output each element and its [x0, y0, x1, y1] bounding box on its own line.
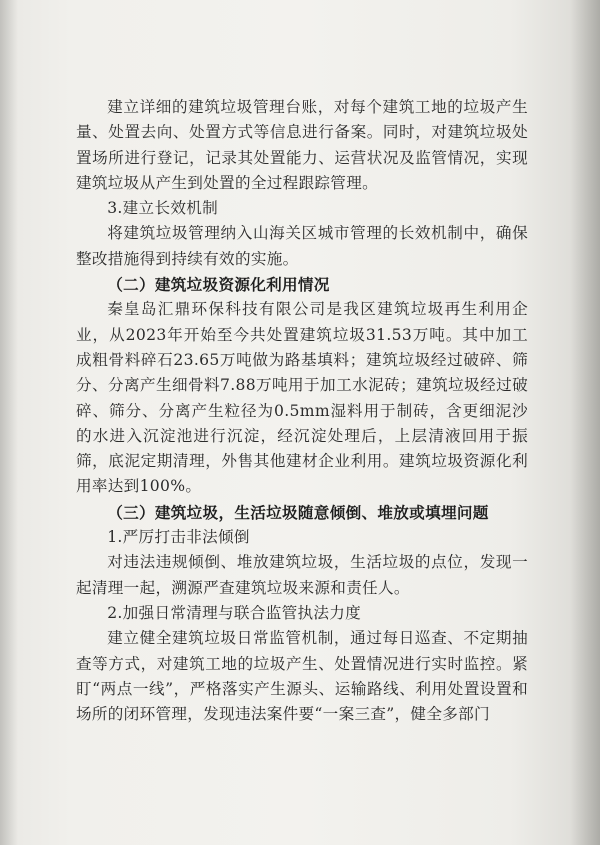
subheading-crack-down: 1.严厉打击非法倾倒	[107, 528, 250, 547]
paragraph-long-term-mechanism: 将建筑垃圾管理纳入山海关区城市管理的长效机制中，确保整改措施得到持续有效的实施。	[76, 224, 528, 268]
paragraph-ledger: 建立详细的建筑垃圾管理台账，对每个建筑工地的垃圾产生量、处置去向、处置方式等信息进行备案。同时，对建筑垃圾处置场所进行登记，记录其处置能力、运营状况及监管情况，实现建筑垃圾从产生到处置的全过程跟踪管理。	[76, 98, 528, 192]
paragraph-resource-utilization: 秦皇岛汇鼎环保科技有限公司是我区建筑垃圾再生利用企业，从2023年开始至今共处置建筑垃圾31.53万吨。其中加工成粗骨料碎石23.65万吨做为路基填料；建筑垃圾经过破碎、筛分、分离产生细骨料7.88万吨用于加工水泥砖；建筑垃圾经过破碎、筛分、分离产生粒径为0.5mm湿料用于制砖，含更细泥沙的水进入沉淀池进行沉淀，经沉淀处理后，上层清液回用于振筛，底泥定期清理，外售其他建材企业利用。建筑垃圾资源化利用率达到100%。	[76, 300, 528, 496]
section-heading-resource-utilization: （二）建筑垃圾资源化利用情况	[107, 275, 330, 295]
paragraph-crack-down: 对违法违规倾倒、堆放建筑垃圾，生活垃圾的点位，发现一起清理一起，溯源严查建筑垃圾来源和责任人。	[76, 553, 528, 597]
paragraph-daily-cleanup: 建立健全建筑垃圾日常监管机制，通过每日巡查、不定期抽查等方式，对建筑工地的垃圾产生、处置情况进行实时监控。紧盯“两点一线”，严格落实产生源头、运输路线、利用处置设置和场所的闭环管理，发现违法案件要“一案三查”，健全多部门	[76, 629, 528, 724]
subheading-daily-cleanup: 2.加强日常清理与联合监管执法力度	[107, 603, 362, 622]
document-body	[76, 95, 528, 727]
section-heading-illegal-dumping: （三）建筑垃圾，生活垃圾随意倾倒、堆放或填埋问题	[107, 502, 489, 522]
subheading-long-term-mechanism: 3.建立长效机制	[107, 199, 219, 218]
